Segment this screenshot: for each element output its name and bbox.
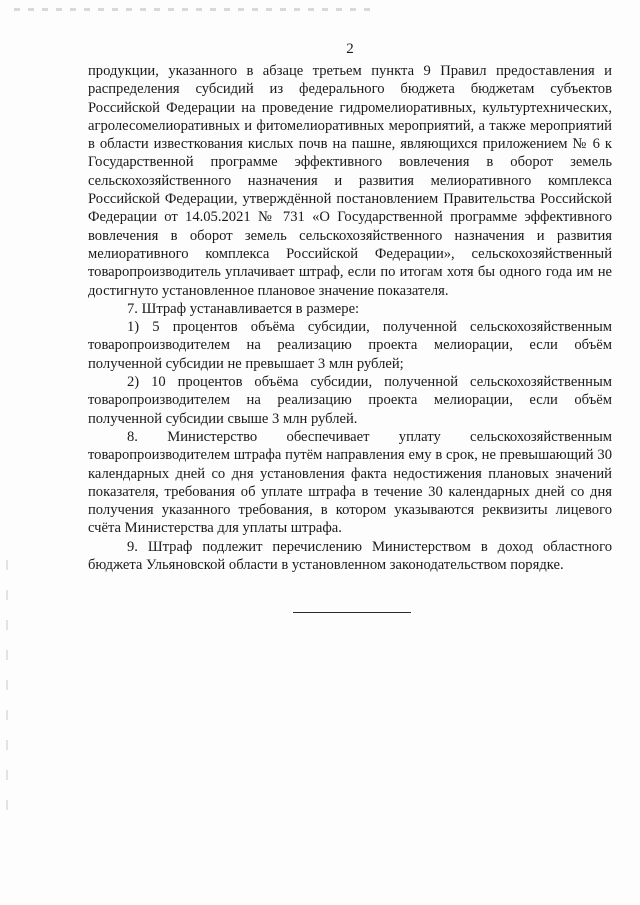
paragraph-continuation: продукции, указанного в абзаце третьем пункта 9 Правил предоставления и распределения субсидий из федерального бюджета бюджетам субъектов Российской Федерации на проведение гидромелиоративных, культуртехнических, агролесомелиоративных и фитомелиоративных мероприятий, а также мероприятий в области известкования кислых почв на пашне, являющихся приложением № 6 к Государственной программе эффективного вовлечения в оборот земель сельскохозяйственного назначения и развития мелиоративного комплекса Российской Федерации, утверждённой постановлением Правительства Российской Федерации от 14.05.2021 № 731 «О Государственной программе эффективного вовлечения в оборот земель сельскохозяйственного назначения и развития мелиоративного комплекса Российской Федерации», сельскохозяйственный товаропроизводитель уплачивает штраф, если по итогам хотя бы одного года им не достигнуто установленное плановое значение показателя. xyxy=(88,63,612,299)
paragraph-item-7: 7. Штраф устанавливается в размере: xyxy=(127,300,360,317)
closing-divider-line xyxy=(293,612,411,613)
document-body xyxy=(88,62,612,574)
scan-artifact-left xyxy=(6,560,8,820)
paragraph-item-8: 8. Министерство обеспечивает уплату сельскохозяйственным товаропроизводителем штрафа путём направления ему в срок, не превышающий 30 календарных дней со дня установления факта недостижения плановых значений показателя, требования об уплате штрафа в течение 30 календарных дней со дня получения указанного требования, в котором указываются реквизиты лицевого счёта Министерства для уплаты штрафа. xyxy=(88,428,612,537)
page-number: 2 xyxy=(346,41,354,57)
paragraph-subitem-1: 1) 5 процентов объёма субсидии, полученной сельскохозяйственным товаропроизводителем на реализацию проекта мелиорации, если объём полученной субсидии не превышает 3 млн рублей; xyxy=(88,319,612,372)
paragraph-item-9: 9. Штраф подлежит перечислению Министерством в доход областного бюджета Ульяновской области в установленном законодательством порядке. xyxy=(88,538,612,574)
paragraph-subitem-2: 2) 10 процентов объёма субсидии, полученной сельскохозяйственным товаропроизводителем на реализацию проекта мелиорации, если объём полученной субсидии свыше 3 млн рублей. xyxy=(88,374,612,427)
scan-artifact-top xyxy=(14,8,374,11)
